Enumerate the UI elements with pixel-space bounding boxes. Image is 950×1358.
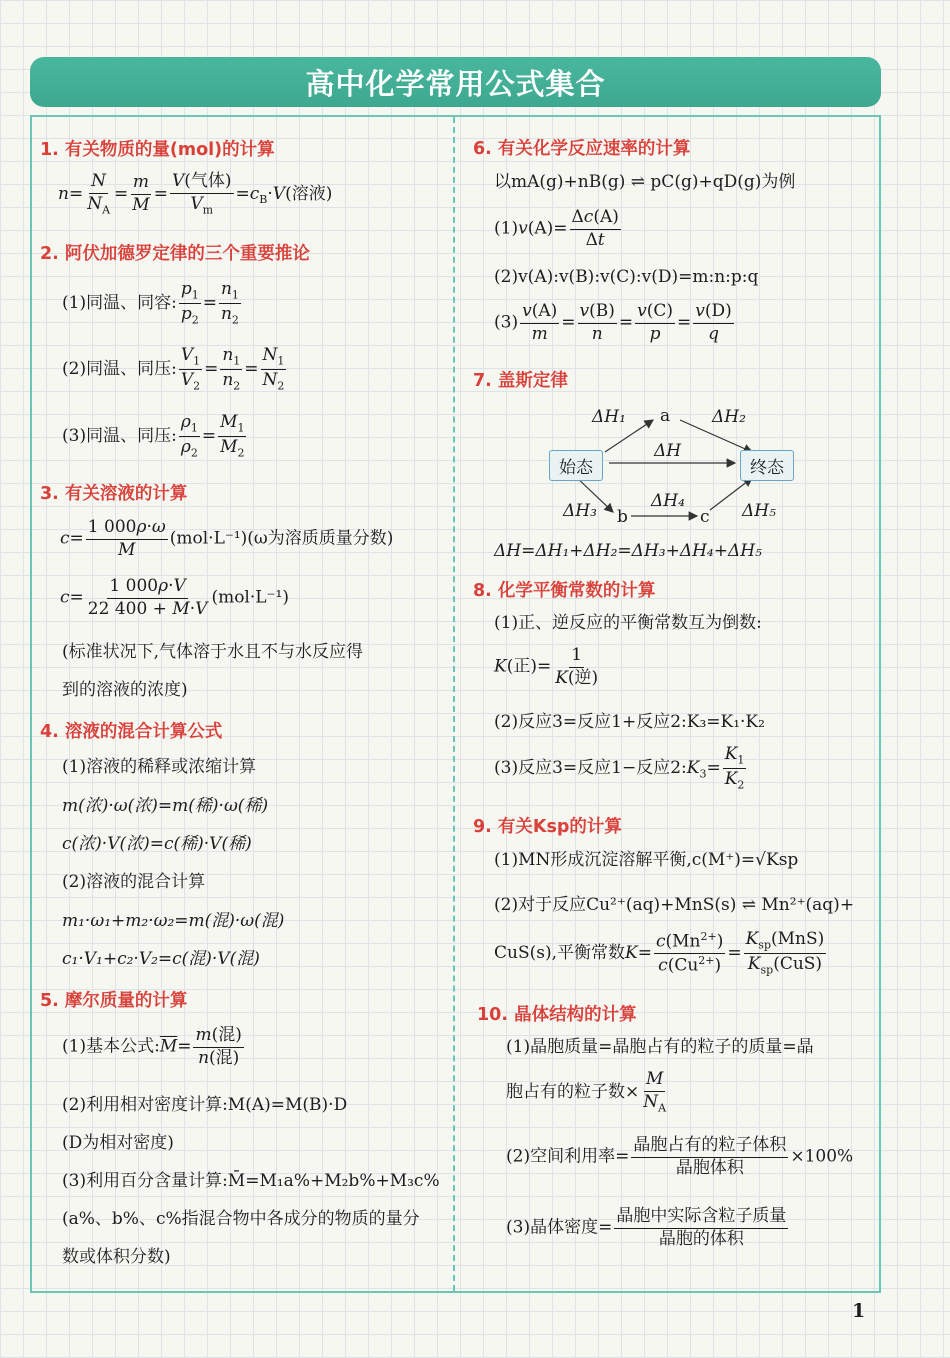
intermediate-c: c (700, 507, 710, 527)
density-numerator: 晶胞中实际含粒子质量 (614, 1207, 788, 1229)
molar-mass-1: (1)基本公式$:\overline{M}=$ $\frac{\text{m(混)}}{\text{n(混)}}$ (62, 1025, 242, 1068)
crystal-line-2-label: 胞占有的粒子数× (506, 1081, 640, 1102)
crystal-line-4-label: (3)晶体密度= (506, 1217, 613, 1238)
packing-denominator: 晶胞体积 (675, 1157, 744, 1178)
rate-formula-3: (3) $\frac{v(A)}{m}$ = $\frac{v(B)}{n}$ = $\frac{v(C)}{p}$ = $\frac{v(D)}{q}$ (494, 301, 732, 344)
concentration-text-1: (标准状况下,气体溶于水且不与水反应得 (62, 642, 364, 662)
page-title: 高中化学常用公式集合 (30, 57, 881, 107)
equilibrium-line-3: (3)反应3=反应1−反应$2:K_3=$ $\frac{K_1}{K_2}$ (494, 744, 745, 792)
rate-example: 以mA(g)+nB(g) ⇌ pC(g)+qD(g)为例 (494, 172, 796, 192)
section-5-heading: 5. 摩尔质量的计算 (40, 991, 188, 1011)
mixing-line-4: (2)溶液的混合计算 (62, 872, 206, 892)
concentration-note-2: (mol·L⁻¹) (211, 587, 289, 608)
equilibrium-line-2: (2)反应3=反应1+反应2:K₃=K₁·K₂ (494, 712, 765, 732)
section-4-heading: 4. 溶液的混合计算公式 (40, 722, 223, 742)
mixing-line-3: c(浓)·V(浓)=c(稀)·V(稀) (62, 834, 252, 854)
ksp-line-2: (2)对于反应Cu²⁺(aq)+MnS(s) ⇌ Mn²⁺(aq)+ (494, 895, 855, 915)
avogadro-2: (2)同温、同压: $\frac{V_1}{V_2}$ = $\frac{n_1}{n_2}$ = $\frac{N_1}{N_2}$ (62, 345, 285, 393)
packing-tail: ×100% (790, 1146, 854, 1167)
equilibrium-reciprocal: K(正)= $\frac{1}{\text{K(逆)}}$ (494, 645, 599, 688)
molar-mass-6: 数或体积分数) (62, 1247, 171, 1267)
ksp-line-3-label: CuS(s),平衡常数 (494, 943, 625, 964)
avogadro-3: (3)同温、同压: $\frac{\rho_1}{\rho_2}$ = $\frac{M_1}{M_2}$ (62, 412, 245, 460)
final-state-box: 终态 (740, 450, 794, 481)
ksp-line-1: (1)MN形成沉淀溶解平衡,c(M⁺)=√Ksp (494, 850, 799, 870)
avogadro-1-label: (1)同温、同容: (62, 293, 177, 314)
delta-h5: ΔH₅ (742, 501, 776, 521)
density-denominator: 晶胞的体积 (658, 1228, 744, 1249)
section-1-heading: 1. 有关物质的量(mol)的计算 (40, 140, 275, 160)
section-9-heading: 9. 有关Ksp的计算 (473, 817, 622, 837)
ksp-line-3: CuS(s),平衡常数K= $\frac{c(Mn^{2+})}{c(Cu^{2+})}$ = $\frac{K_{sp}(MnS)}{K_{sp}(CuS)}$ (494, 929, 825, 977)
delta-h1: ΔH₁ (592, 407, 626, 427)
equilibrium-line-1: (1)正、逆反应的平衡常数互为倒数: (494, 613, 762, 633)
avogadro-3-label: (3)同温、同压: (62, 426, 177, 447)
rate-formula-1: (1)v(A)= $\frac{\Delta c(A)}{\Delta t}$ (494, 207, 619, 250)
delta-h2: ΔH₂ (712, 407, 746, 427)
delta-h: ΔH (654, 441, 682, 461)
concentration-text-2: 到的溶液的浓度) (62, 680, 188, 700)
equilibrium-line-3-label: (3)反应3=反应1−反应2: (494, 758, 687, 779)
molar-mass-3: (D为相对密度) (62, 1133, 174, 1153)
section-6-heading: 6. 有关化学反应速率的计算 (473, 139, 691, 159)
crystal-line-4 (506, 1207, 790, 1249)
rate-formula-3-label: (3) (494, 312, 519, 333)
rate-formula-1-label: (1) (494, 218, 519, 239)
molar-mass-1-label: (1)基本公式: (62, 1036, 160, 1057)
hess-equation: ΔH=ΔH₁+ΔH₂=ΔH₃+ΔH₄+ΔH₅ (494, 541, 762, 561)
concentration-formula-2: c= $\frac{1 000\rho\cdot V}{22 400 + M\cdot V}$ (mol·L⁻¹) (60, 576, 289, 619)
avogadro-1: (1)同温、同容: $\frac{p_1}{p_2}$ = $\frac{n_1}{n_2}$ (62, 279, 239, 327)
mixing-line-6: c₁·V₁+c₂·V₂=c(混)·V(混) (62, 949, 260, 969)
page-number: 1 (852, 1300, 866, 1322)
molar-mass-2: (2)利用相对密度计算:M(A)=M(B)·D (62, 1095, 348, 1115)
concentration-formula-1: c= $\frac{1 000\rho\cdot\omega}{M}$ (mol·L⁻¹)(ω为溶质质量分数) (60, 517, 394, 560)
packing-numerator: 晶胞占有的粒子体积 (631, 1136, 788, 1158)
mixing-line-5: m₁·ω₁+m₂·ω₂=m(混)·ω(混) (62, 911, 285, 931)
initial-state-box: 始态 (549, 450, 603, 481)
mixing-line-2: m(浓)·ω(浓)=m(稀)·ω(稀) (62, 796, 269, 816)
intermediate-b: b (617, 507, 628, 527)
formula-n: n= $\frac{N}{N_A}$ = $\frac{m}{M}$ = $\frac{\text{V(气体)}}{V_m}$ $=c_B\cdot V$(溶液) (58, 171, 333, 216)
section-10-heading: 10. 晶体结构的计算 (477, 1005, 637, 1025)
mixing-line-1: (1)溶液的稀释或浓缩计算 (62, 757, 257, 777)
crystal-line-2: 胞占有的粒子数× $\frac{M}{N_A}$ (506, 1069, 667, 1114)
delta-h3: ΔH₃ (563, 501, 597, 521)
concentration-note-1: (mol·L⁻¹)(ω为溶质质量分数) (169, 528, 394, 549)
rate-formula-2: (2)v(A):v(B):v(C):v(D)=m:n:p:q (494, 267, 759, 287)
section-3-heading: 3. 有关溶液的计算 (40, 484, 188, 504)
section-2-heading: 2. 阿伏加德罗定律的三个重要推论 (40, 244, 310, 264)
intermediate-a: a (660, 406, 671, 426)
molar-mass-5: (a%、b%、c%指混合物中各成分的物质的量分 (62, 1209, 420, 1229)
delta-h4: ΔH₄ (651, 491, 685, 511)
molar-mass-4: (3)利用百分含量计算:M̄=M₁a%+M₂b%+M₃c% (62, 1171, 440, 1191)
crystal-line-3-label: (2)空间利用率= (506, 1146, 630, 1167)
avogadro-2-label: (2)同温、同压: (62, 359, 177, 380)
section-7-heading: 7. 盖斯定律 (473, 371, 568, 391)
crystal-line-3 (506, 1136, 853, 1178)
crystal-line-1: (1)晶胞质量=晶胞占有的粒子的质量=晶 (506, 1037, 814, 1057)
section-8-heading: 8. 化学平衡常数的计算 (473, 581, 656, 601)
